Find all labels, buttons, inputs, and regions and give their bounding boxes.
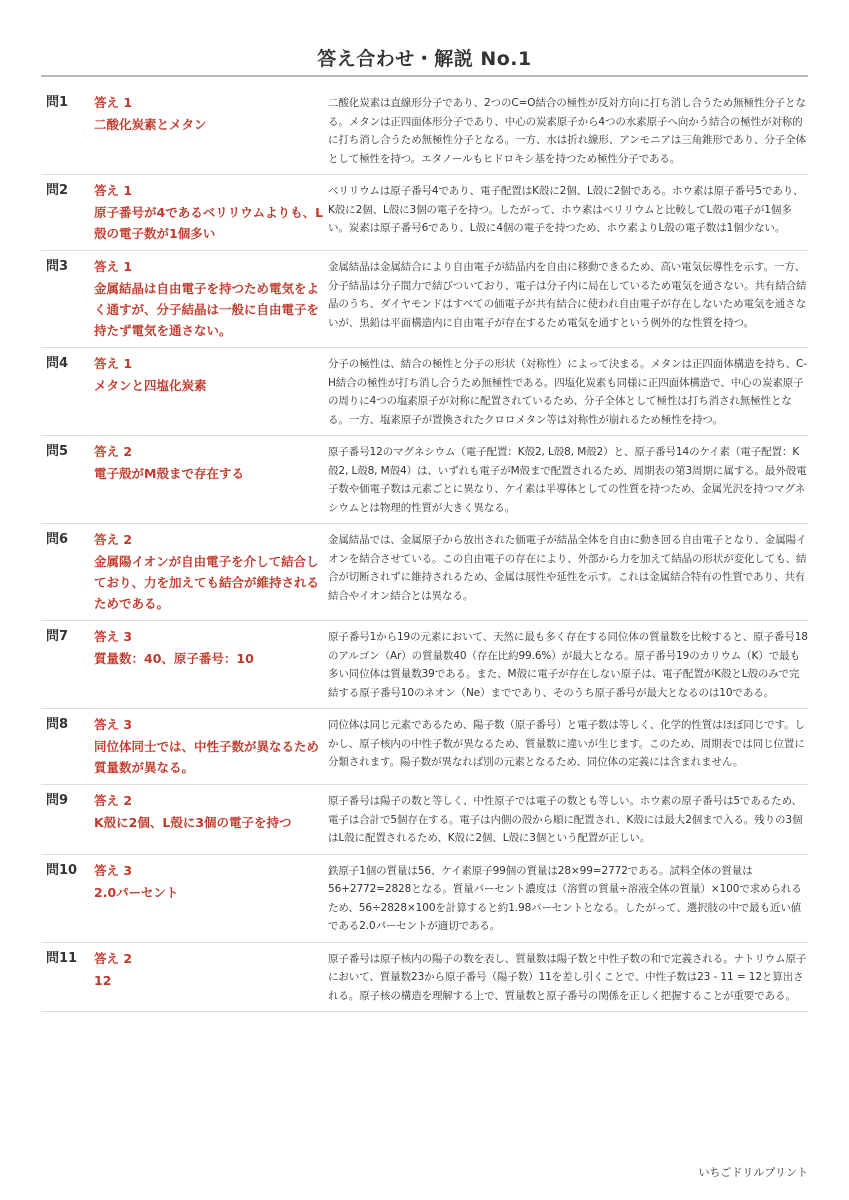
answer-row: [41, 709, 808, 785]
answer-row: [41, 855, 808, 943]
answer-label: 答え 2: [94, 532, 133, 547]
question-number: 問6: [46, 532, 69, 547]
answer-text: 二酸化炭素とメタン: [94, 117, 207, 132]
explanation-text: 分子の極性は、結合の極性と分子の形状（対称性）によって決まる。メタンは正四面体構造を持ち、C-H結合の極性が打ち消し合うため無極性である。四塩化炭素も同様に正四面体構造で、中心の炭素原子の周りに4つの塩素原子が対称に配置されているため、分子全体として極性は打ち消され無極性となる。一方、塩素原子が置換されたクロロメタン等は対称性が崩れるため極性を持つ。: [328, 358, 807, 426]
answer-label: 答え 3: [94, 629, 133, 644]
answer-text: メタンと四塩化炭素: [94, 378, 207, 393]
answer-label: 答え 1: [94, 95, 133, 110]
answer-block: [94, 792, 328, 848]
answer-block: [94, 182, 328, 244]
question-number: 問3: [46, 259, 69, 274]
answer-block: [94, 443, 328, 517]
answer-label: 答え 2: [94, 793, 133, 808]
explanation-text: 金属結晶は金属結合により自由電子が結晶内を自由に移動できるため、高い電気伝導性を示す。一方、分子結晶は分子間力で結びついており、電子は分子内に局在しているため電気を通さない。共有結合結晶のうち、ダイヤモンドはすべての価電子が共有結合に使われ自由電子が存在しないため電気を通さないが、黒鉛は平面構造内に自由電子が存在するため電気を通すという例外的な性質を持つ。: [328, 261, 807, 329]
explanation-text: 同位体は同じ元素であるため、陽子数（原子番号）と電子数は等しく、化学的性質はほぼ同じです。しかし、原子核内の中性子数が異なるため、質量数に違いが生じます。このため、周期表では同じ位置に分類されます。陽子数が異なれば別の元素となるため、同位体の定義には含まれません。: [328, 719, 805, 768]
answer-text: 金属結晶は自由電子を持つため電気をよく通すが、分子結晶は一般に自由電子を持たず電気を通さない。: [94, 281, 320, 338]
answer-block: [94, 628, 328, 702]
question-number: 問7: [46, 629, 69, 644]
answer-row: [41, 251, 808, 348]
explanation-text: 鉄原子1個の質量は56、ケイ素原子99個の質量は28×99=2772である。試料全体の質量は56+2772=2828となる。質量パーセント濃度は（溶質の質量÷溶液全体の質量）×100で求められるため、56÷2828×100を計算すると約1.98パーセントとなる。したがって、選択肢の中で最も近い値である2.0パーセントが適切である。: [328, 864, 802, 932]
explanation-text: 金属結晶では、金属原子から放出された価電子が結晶全体を自由に動き回る自由電子となり、金属陽イオンを結合させている。この自由電子の存在により、外部から力を加えて結晶の形状が変化しても、結合が切断されずに維持されるため、金属は展性や延性を示す。これは金属結合特有の性質であり、共有結合やイオン結合とは異なる。: [328, 534, 807, 602]
question-number: 問11: [46, 950, 78, 966]
answer-text: 同位体同士では、中性子数が異なるため質量数が異なる。: [94, 739, 320, 775]
question-number: 問2: [46, 183, 69, 198]
explanation-text: 原子番号は原子核内の陽子の数を表し、質量数は陽子数と中性子数の和で定義される。ナトリウム原子において、質量数23から原子番号（陽子数）11を差し引くことで、中性子数は23 - 11 = 12と算出される。原子核の構造を理解する上で、質量数と原子番号の関係を正しく把握することが重要である。: [328, 952, 807, 1002]
answer-block: [94, 862, 328, 936]
answer-row: [41, 621, 808, 709]
answer-label: 答え 2: [94, 444, 133, 459]
answer-row: [41, 348, 808, 436]
answer-block: [94, 950, 328, 1006]
explanation-text: ベリリウムは原子番号4であり、電子配置はK殻に2個、L殻に2個である。ホウ素は原子番号5であり、K殻に2個、L殻に3個の電子を持つ。したがって、ホウ素はベリリウムと比較してL殻の電子が1個多い。炭素は原子番号6であり、L殻に4個の電子を持つため、ホウ素よりL殻の電子数は1個少ない。: [328, 185, 804, 234]
answer-block: [94, 258, 328, 341]
answer-block: [94, 716, 328, 778]
answer-text: 質量数：40、原子番号：10: [94, 651, 254, 666]
answer-text: K殻に2個、L殻に3個の電子を持つ: [94, 815, 292, 830]
answer-label: 答え 1: [94, 259, 133, 274]
answer-label: 答え 3: [94, 717, 133, 732]
answer-text: 原子番号が4であるベリリウムよりも、L殻の電子数が1個多い: [94, 205, 324, 241]
answer-label: 答え 2: [94, 950, 133, 966]
question-number: 問9: [46, 793, 69, 808]
answer-row: [41, 524, 808, 621]
answer-block: [94, 355, 328, 429]
answer-row: [41, 436, 808, 524]
answer-text: 12: [94, 972, 112, 988]
explanation-text: 原子番号1から19の元素において、天然に最も多く存在する同位体の質量数を比較すると、原子番号18のアルゴン（Ar）の質量数40（存在比約99.6%）が最大となる。原子番号19のカリウム（K）で最も多い同位体は質量数39である。また、M殻に電子が存在しない原子は、電子配置がK殻とL殻のみで完結する原子番号10のネオン（Ne）までであり、そのうち原子番号が最大となるのは10である。: [328, 631, 808, 699]
answer-label: 答え 1: [94, 356, 133, 371]
explanation-text: 二酸化炭素は直線形分子であり、2つのC=O結合の極性が反対方向に打ち消し合うため無極性分子となる。メタンは正四面体形分子であり、中心の炭素原子から4つの水素原子へ向かう結合の極性が対称的に打ち消し合うため無極性分子となる。一方、水は折れ線形、アンモニアは三角錐形であり、分子全体として極性を持つ。エタノールもヒドロキシ基を持つため極性分子である。: [328, 97, 806, 165]
answer-text: 電子殻がM殻まで存在する: [94, 466, 244, 481]
answer-block: [94, 531, 328, 614]
question-number: 問8: [46, 717, 69, 732]
explanation-text: 原子番号は陽子の数と等しく、中性原子では電子の数とも等しい。ホウ素の原子番号は5であるため、電子は合計で5個存在する。電子は内側の殻から順に配置され、K殻には最大2個まで入る。残りの3個はL殻に配置されるため、K殻に2個、L殻に3個という配置が正しい。: [328, 795, 803, 844]
answer-label: 答え 3: [94, 862, 133, 878]
answer-label: 答え 1: [94, 183, 133, 198]
answer-row: [41, 943, 808, 1013]
answer-block: [94, 94, 328, 168]
page-title: 答え合わせ・解説 No.1: [317, 48, 532, 70]
explanation-text: 原子番号12のマグネシウム（電子配置：K殻2, L殻8, M殻2）と、原子番号14のケイ素（電子配置：K殻2, L殻8, M殻4）は、いずれも電子がM殻まで配置されるため、周期表の第3周期に属する。最外殻電子数や価電子数は元素ごとに異なり、ケイ素は半導体としての性質を持つため、金属光沢を持つマグネシウムとは物理的性質が大きく異なる。: [328, 446, 807, 514]
answer-row: [41, 87, 808, 175]
question-number: 問10: [46, 862, 78, 878]
title-divider: [41, 75, 808, 77]
answer-row: [41, 785, 808, 855]
answer-list: [41, 87, 808, 1012]
question-number: 問5: [46, 444, 69, 459]
question-number: 問4: [46, 356, 69, 371]
footer-brand: いちごドリルプリント: [698, 1166, 808, 1179]
question-number: 問1: [46, 95, 69, 110]
answer-text: 2.0パーセント: [94, 884, 179, 900]
answer-row: [41, 175, 808, 251]
answer-text: 金属陽イオンが自由電子を介して結合しており、力を加えても結合が維持されるためである。: [94, 554, 320, 611]
